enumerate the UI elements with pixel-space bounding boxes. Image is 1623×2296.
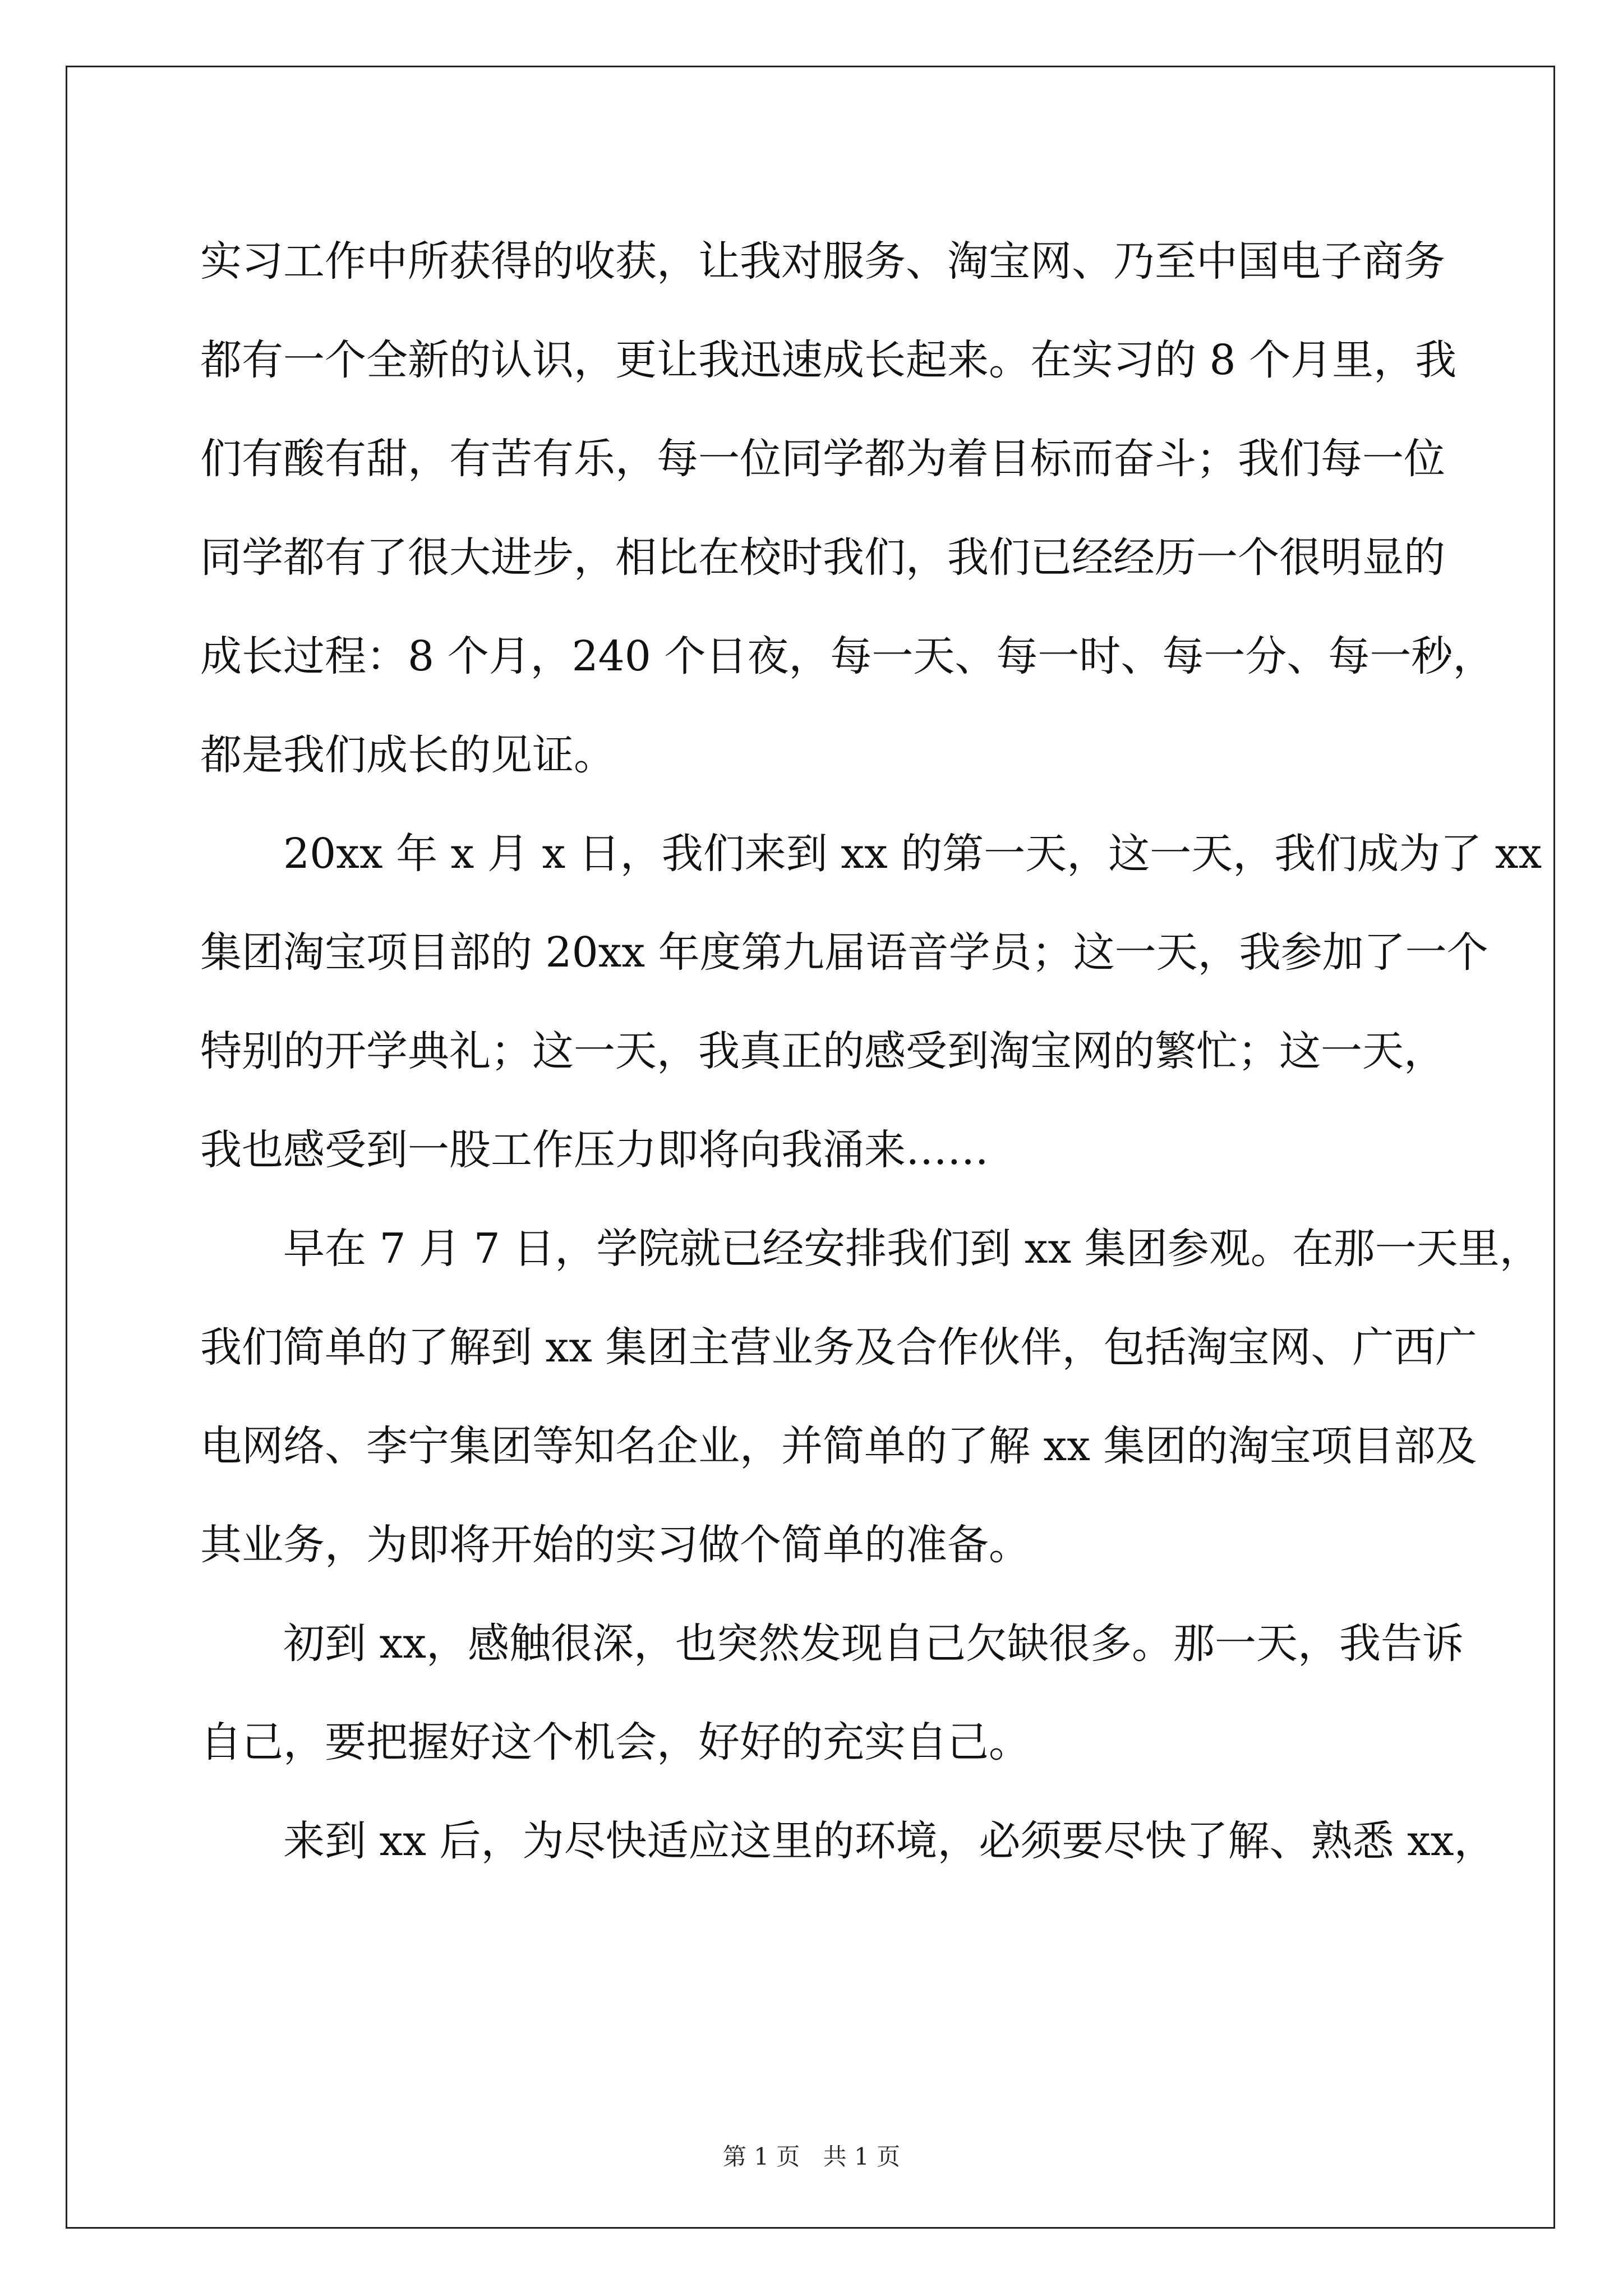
text-line: 们有酸有甜，有苦有乐，每一位同学都为着目标而奋斗；我们每一位 [200, 435, 1445, 483]
document-body [200, 212, 1542, 1890]
text-line: 同学都有了很大进步，相比在校时我们，我们已经经历一个很明显的 [200, 533, 1445, 582]
text-line: 特别的开学典礼；这一天，我真正的感受到淘宝网的繁忙；这一天， [200, 1027, 1445, 1075]
text-line: 20xx 年 x 月 x 日，我们来到 xx 的第一天，这一天，我们成为了 xx [283, 830, 1542, 878]
text-line: 我也感受到一股工作压力即将向我涌来…… [200, 1126, 989, 1174]
text-line: 实习工作中所获得的收获，让我对服务、淘宝网、乃至中国电子商务 [200, 237, 1445, 286]
page-total: 共 1 页 [823, 2143, 901, 2170]
page-number: 第 1 页 [722, 2143, 800, 2170]
page-footer [0, 2140, 1623, 2174]
text-line: 自己，要把握好这个机会，好好的充实自己。 [200, 1718, 1030, 1766]
text-line: 电网络、李宁集团等知名企业，并简单的了解 xx 集团的淘宝项目部及 [200, 1422, 1477, 1470]
text-line: 早在 7 月 7 日，学院就已经安排我们到 xx 集团参观。在那一天里， [283, 1225, 1541, 1273]
text-line: 集团淘宝项目部的 20xx 年度第九届语音学员；这一天，我参加了一个 [200, 928, 1488, 977]
text-line: 其业务，为即将开始的实习做个简单的准备。 [200, 1521, 1030, 1569]
text-line: 都有一个全新的认识，更让我迅速成长起来。在实习的 8 个月里，我 [200, 336, 1457, 384]
text-line: 都是我们成长的见证。 [200, 731, 615, 779]
text-line: 成长过程：8 个月，240 个日夜，每一天、每一时、每一分、每一秒， [200, 632, 1495, 680]
text-line: 我们简单的了解到 xx 集团主营业务及合作伙伴，包括淘宝网、广西广 [200, 1323, 1477, 1372]
text-line: 初到 xx，感触很深，也突然发现自己欠缺很多。那一天，我告诉 [283, 1619, 1464, 1668]
text-line: 来到 xx 后，为尽快适应这里的环境，必须要尽快了解、熟悉 xx， [283, 1817, 1496, 1865]
